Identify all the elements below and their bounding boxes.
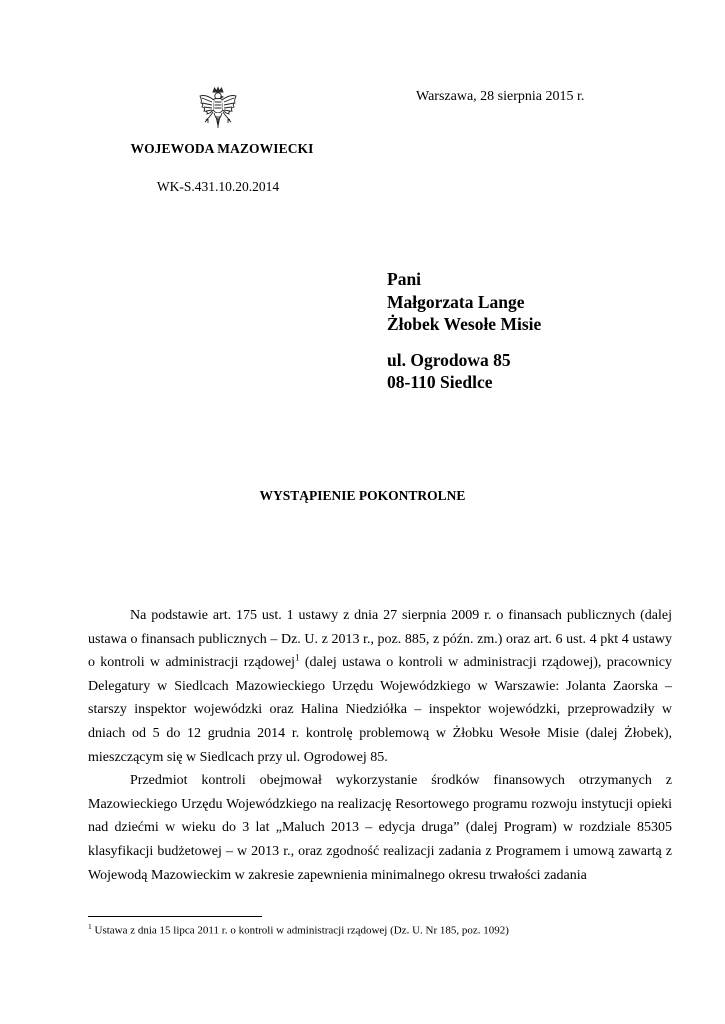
recipient-institution: Żłobek Wesołe Misie [387, 314, 542, 334]
recipient-address-block [387, 268, 541, 394]
footnote-text: Ustawa z dnia 15 lipca 2011 r. o kontroli w administracji rządowej (Dz. U. Nr 185, poz. 1092) [91, 924, 509, 937]
footnote [88, 922, 509, 937]
recipient-postal-city: 08-110 Siedlce [387, 372, 493, 392]
paragraph-1-text-a: Na podstawie art. 175 ust. 1 ustawy z dnia 27 sierpnia 2009 r. o finansach publicznych (dalej ustawa o finansach publicznych – Dz. U. z 2013 r., poz. 885, z późn. zm.) oraz art. 6 ust. 4 pkt 4 ustawy o kontroli w administracji rządowej [88, 608, 672, 671]
polish-eagle-emblem-icon [196, 86, 240, 138]
issuing-authority: WOJEWODA MAZOWIECKI [130, 141, 314, 156]
body-paragraph-2: Przedmiot kontroli obejmował wykorzystanie środków finansowych otrzymanych z Mazowieckiego Urzędu Wojewódzkiego na realizację Resortowego programu rozwoju instytucji opieki nad dziećmi w wieku do 3 lat „Maluch 2013 – edycja druga” (dalej Program) w rozdziale 85305 klasyfikacji budżetowej – w 2013 r., oraz zgodność realizacji zadania z Programem i umową zawartą z Wojewodą Mazowieckim w zakresie zapewnienia minimalnego okresu trwałości zadania [88, 773, 672, 883]
footnote-divider [88, 916, 262, 917]
footnote-reference: 1 [295, 652, 300, 663]
document-title: WYSTĄPIENIE POKONTROLNE [259, 488, 466, 503]
recipient-street: ul. Ogrodowa 85 [387, 349, 511, 370]
reference-number: WK-S.431.10.20.2014 [156, 179, 280, 194]
body-paragraph-1 [88, 604, 672, 769]
place-and-date: Warszawa, 28 sierpnia 2015 r. [416, 89, 585, 104]
recipient-salutation: Pani [387, 269, 422, 289]
paragraph-1-text-b: (dalej ustawa o kontroli w administracji rządowej), pracownicy Delegatury w Siedlcach Mazowieckiego Urzędu Wojewódzkiego w Warszawie: Jolanta Zaorska – starszy inspektor wojewódzki oraz Halina Niedziółka – inspektor wojewódzki, przeprowadziły w dniach od 5 do 12 grudnia 2014 r. kontrolę problemową w Żłobku Wesołe Misie (dalej Żłobek), mieszczącym się w Siedlcach przy ul. Ogrodowej 85. [88, 655, 672, 765]
recipient-name: Małgorzata Lange [387, 291, 525, 312]
footnote-mark: 1 [88, 922, 92, 931]
document-body [88, 604, 672, 887]
